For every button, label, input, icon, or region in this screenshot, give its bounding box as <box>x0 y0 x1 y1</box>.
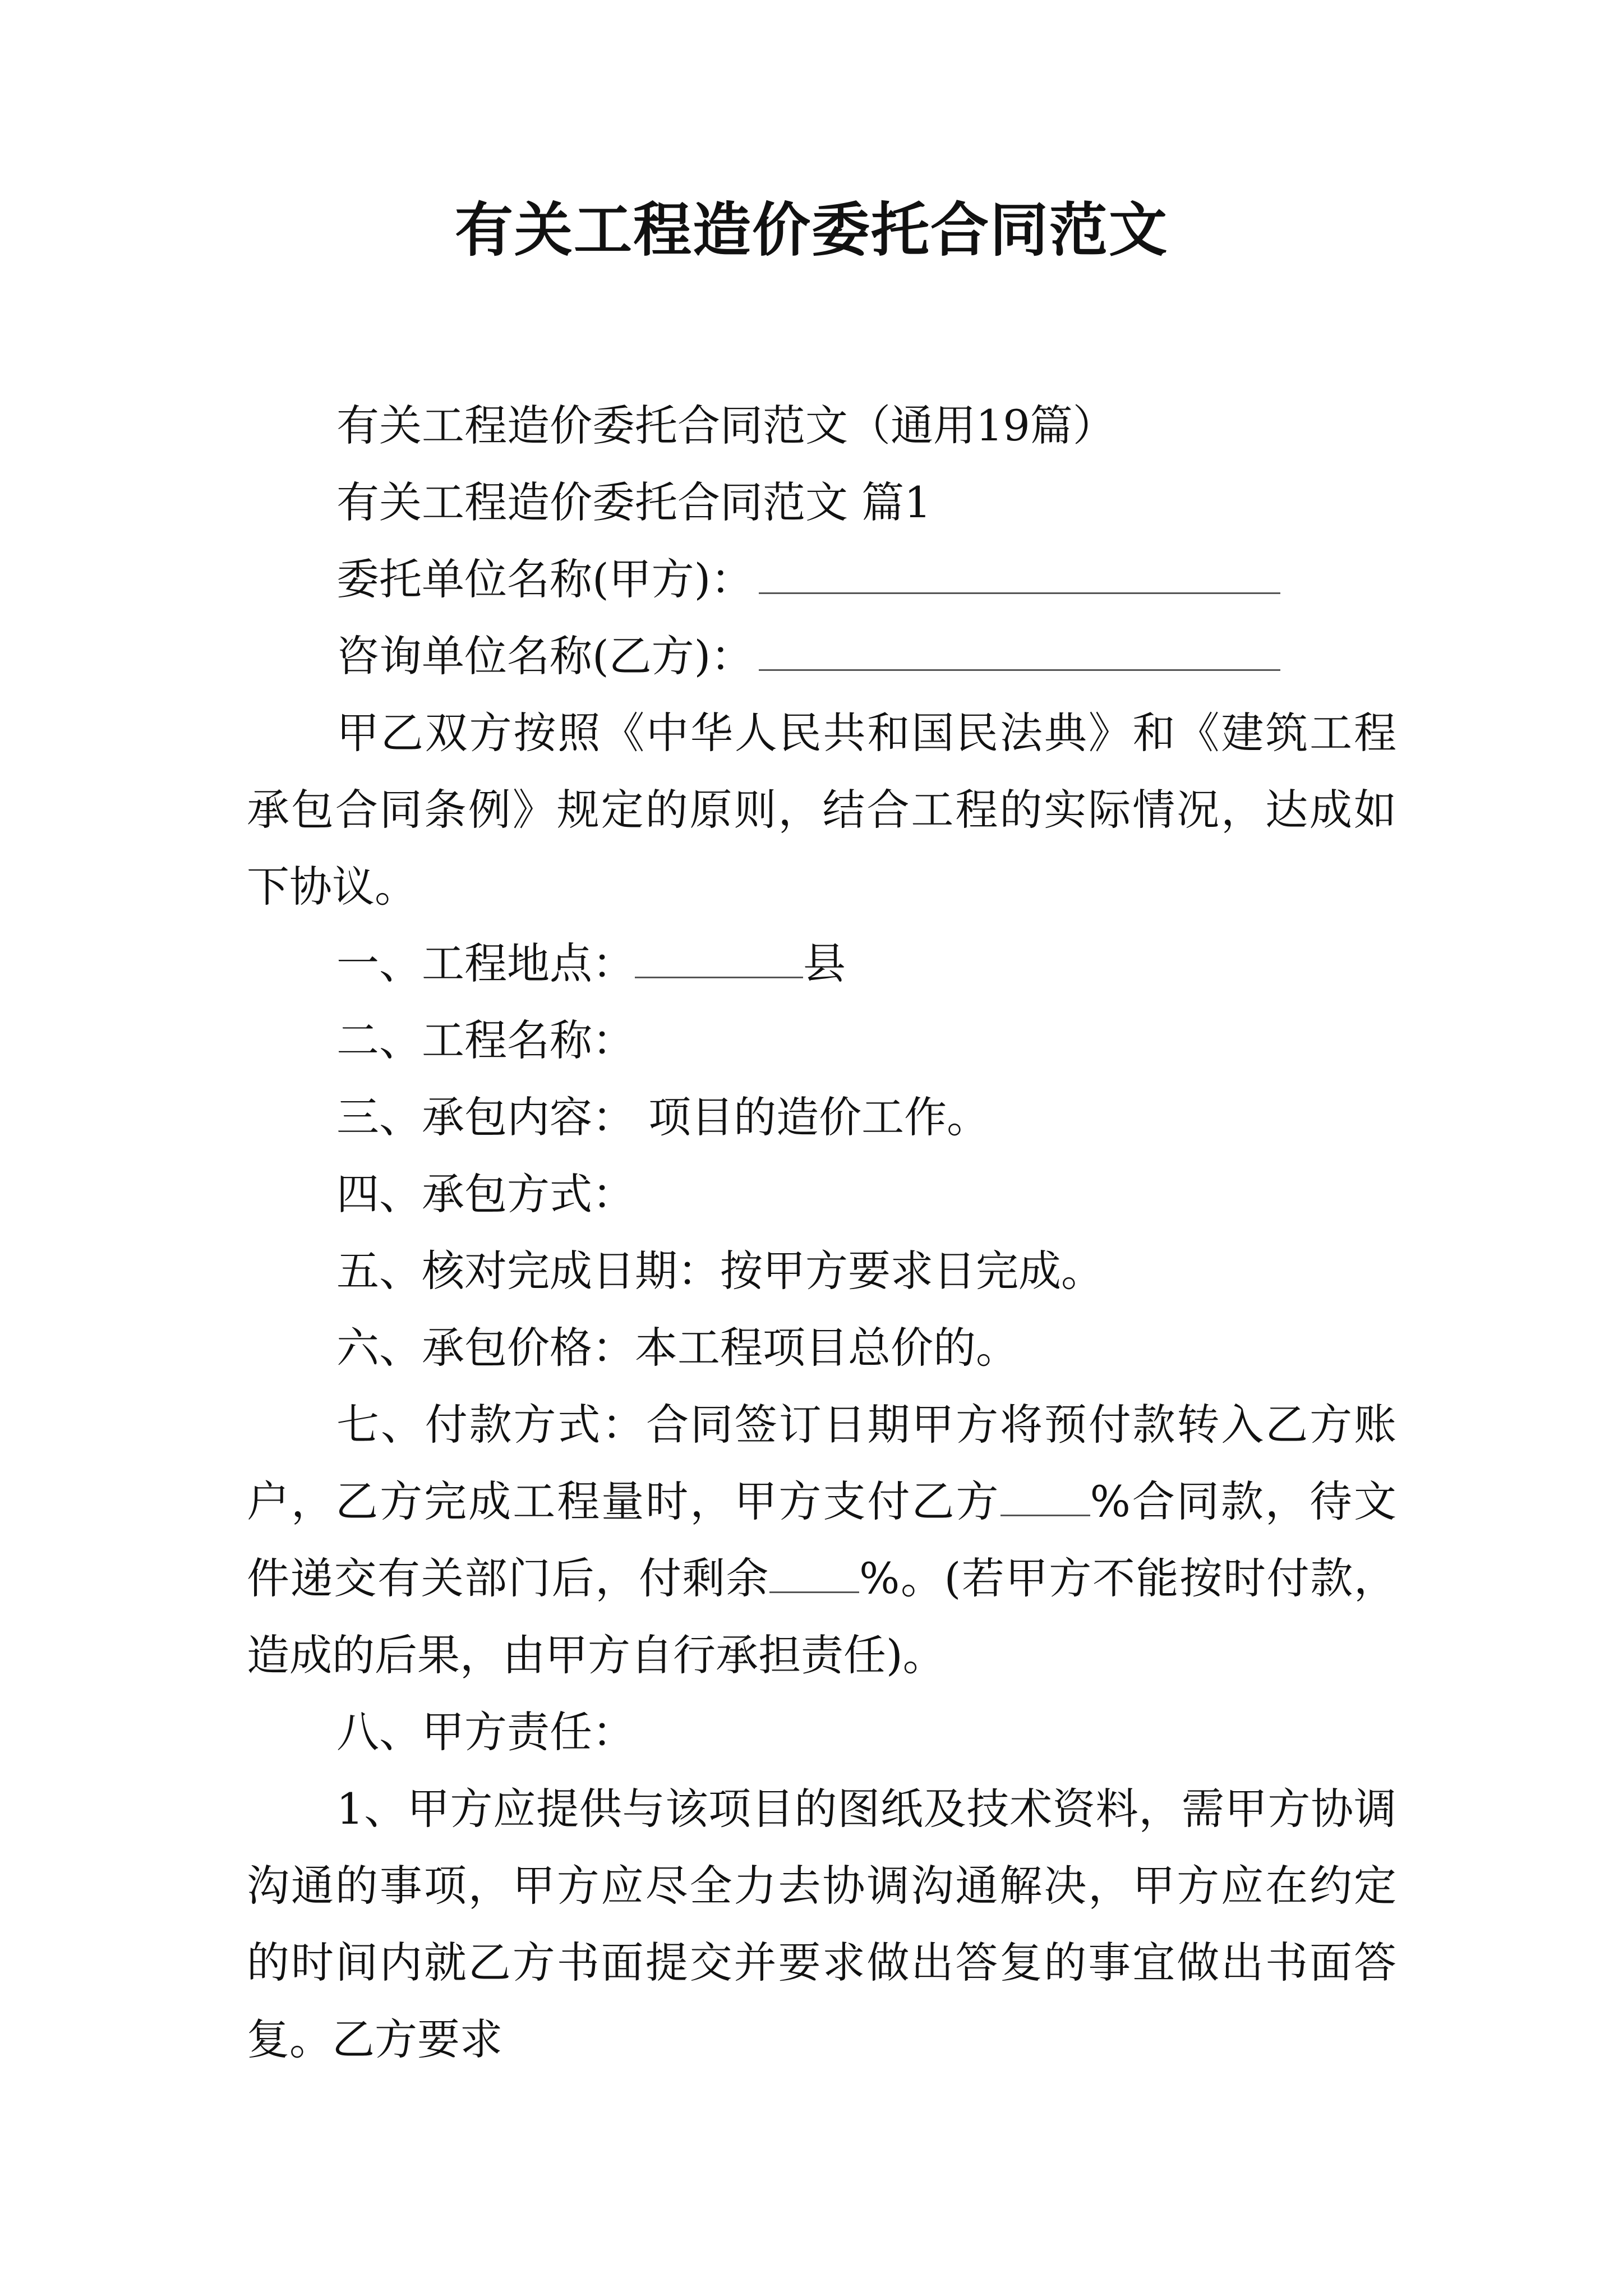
item-7-part-3: %。(若甲方不能按时付款，造成的后果，由甲方自行承担责任)。 <box>247 1553 1396 1680</box>
remaining-percent-blank <box>769 1558 859 1593</box>
consultant-label: 咨询单位名称(乙方)： <box>336 631 754 681</box>
consultant-line <box>247 618 1396 694</box>
location-blank <box>635 943 803 978</box>
item-4: 四、承包方式： <box>336 1169 635 1219</box>
item-1 <box>247 925 1396 1002</box>
item-7-part-1: 七、付款方式：合同签订日期甲方将预付款转入乙方账户，乙方完成工程量时，甲方支付乙方 <box>247 1400 1396 1526</box>
section-heading: 有关工程造价委托合同范文 篇1 <box>336 477 932 527</box>
document-title: 有关工程造价委托合同范文 <box>454 195 1168 264</box>
document-body <box>247 387 1396 2078</box>
item-7 <box>247 1386 1396 1694</box>
client-line <box>247 541 1396 618</box>
item-8: 八、甲方责任： <box>336 1707 635 1757</box>
item-8-1: 1、甲方应提供与该项目的图纸及技术资料，需甲方协调沟通的事项，甲方应尽全力去协调沟通解决，甲方应在约定的时间内就乙方书面提交并要求做出答复的事宜做出书面答复。乙方要求 <box>247 1784 1396 2064</box>
subtitle: 有关工程造价委托合同范文（通用19篇） <box>336 401 1115 450</box>
item-1-prefix: 一、工程地点： <box>336 938 635 988</box>
item-5: 五、核对完成日期：按甲方要求日完成。 <box>336 1246 1104 1296</box>
item-3: 三、承包内容： 项目的造价工作。 <box>336 1092 990 1142</box>
item-6: 六、承包价格：本工程项目总价的。 <box>336 1323 1018 1373</box>
item-2: 二、工程名称： <box>336 1015 635 1065</box>
item-7-part-2: %合同款，待文件递交有关部门后，付剩余 <box>247 1476 1396 1603</box>
item-1-suffix: 县 <box>803 938 846 988</box>
client-label: 委托单位名称(甲方)： <box>336 554 754 604</box>
preamble: 甲乙双方按照《中华人民共和国民法典》和《建筑工程承包合同条例》规定的原则，结合工程的实际情况，达成如下协议。 <box>247 708 1396 912</box>
consultant-blank <box>759 636 1280 671</box>
payment-percent-blank <box>1000 1481 1090 1516</box>
client-blank <box>759 559 1280 594</box>
